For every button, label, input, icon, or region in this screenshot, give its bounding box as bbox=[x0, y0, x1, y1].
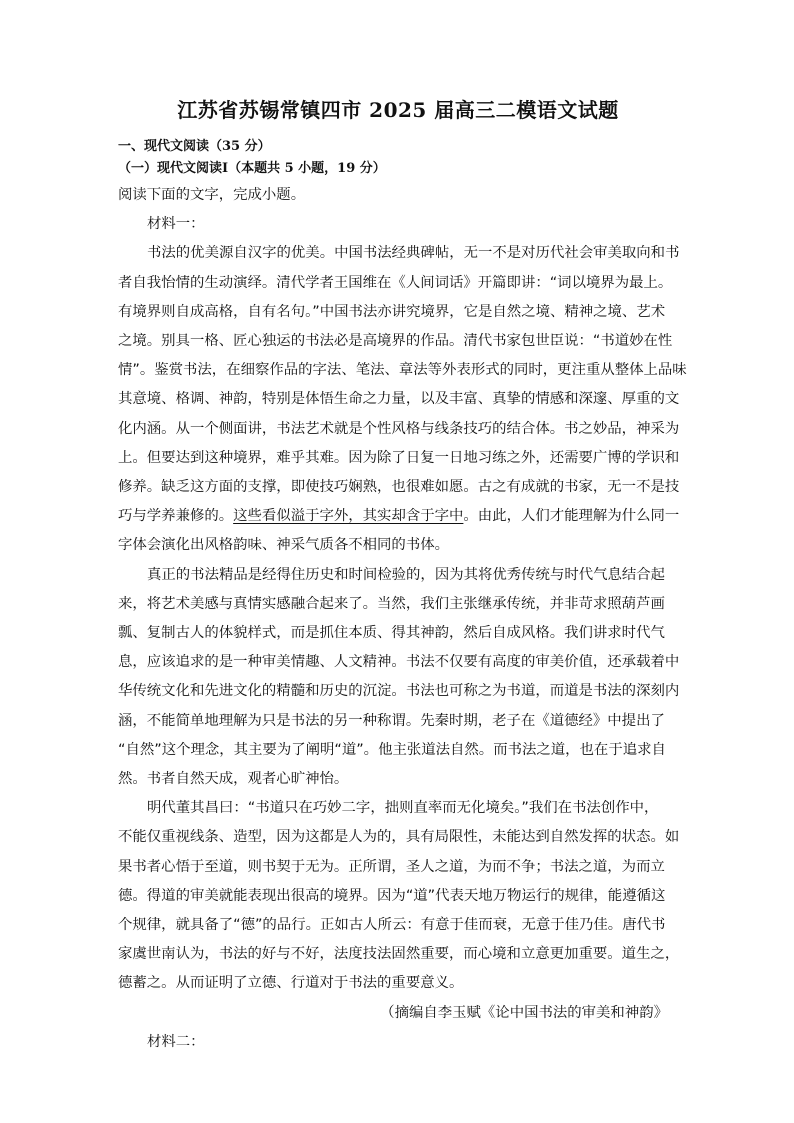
paragraph-line: 上。但要达到这种境界，难乎其难。因为除了日复一日地习练之外，还需要广博的学识和 bbox=[118, 449, 680, 466]
paragraph-line: 化内涵。从一个侧面讲，书法艺术就是个性风格与线条技巧的结合体。书之妙品，神采为 bbox=[118, 420, 680, 437]
paragraph-line: 情”。鉴赏书法，在细察作品的字法、笔法、章法等外表形式的同时，更注重从整体上品味 bbox=[118, 362, 687, 379]
source-citation: （摘编自李玉赋《论中国书法的审美和神韵》 bbox=[380, 1004, 668, 1021]
paragraph-line: 德蓄之。从而证明了立德、行道对于书法的重要意义。 bbox=[118, 975, 464, 992]
material-1-label: 材料一： bbox=[147, 216, 205, 233]
paragraph-line: 有境界则自成高格，自有名句。”中国书法亦讲究境界，它是自然之境、精神之境、艺术 bbox=[118, 303, 666, 320]
paragraph-line: 之境。别具一格、匠心独运的书法必是高境界的作品。清代书家包世臣说：“书道妙在性 bbox=[118, 333, 673, 350]
text-segment: 巧与学养兼修的。 bbox=[118, 508, 234, 525]
underlined-sentence: 这些看似溢于字外，其实却含于字中 bbox=[233, 508, 464, 525]
paragraph-line: 书法的优美源自汉字的优美。中国书法经典碑帖，无一不是对历代社会审美取向和书 bbox=[147, 245, 680, 262]
section-heading: 一、现代文阅读（35 分） bbox=[118, 139, 271, 154]
paragraph-line: 者自我怡情的生动演绎。清代学者王国维在《人间词话》开篇即讲：“词以境界为最上。 bbox=[118, 274, 673, 291]
paragraph-line: 字体会演化出风格韵味、神采气质各不相同的书体。 bbox=[118, 537, 449, 554]
paragraph-line: 其意境、格调、神韵，特别是体悟生命之力量，以及丰富、真挚的情感和深邃、厚重的文 bbox=[118, 391, 680, 408]
paragraph-line: 修养。缺乏这方面的支撑，即使技巧娴熟，也很难如愿。古之有成就的书家，无一不是技 bbox=[118, 479, 680, 496]
text-segment: 。由此，人们才能理解为什么同一 bbox=[463, 508, 680, 525]
paragraph-line: 不能仅重视线条、造型，因为这都是人为的，具有局限性，未能达到自然发挥的状态。如 bbox=[118, 829, 680, 846]
paragraph-line: 个规律，就具备了“德”的品行。正如古人所云：有意于佳而衰，无意于佳乃佳。唐代书 bbox=[118, 917, 666, 934]
paragraph-line: 涵，不能简单地理解为只是书法的另一种称谓。先秦时期，老子在《道德经》中提出了 bbox=[118, 712, 665, 729]
paragraph-line: 真正的书法精品是经得住历史和时间检验的，因为其将优秀传统与时代气息结合起 bbox=[147, 566, 666, 583]
paragraph-line: 家虞世南认为，书法的好与不好，法度技法固然重要，而心境和立意更加重要。道生之， bbox=[118, 946, 680, 963]
paragraph-line: 明代董其昌曰：“书道只在巧妙二字，拙则直率而无化境矣。”我们在书法创作中， bbox=[147, 800, 659, 817]
material-2-label: 材料二： bbox=[147, 1033, 205, 1050]
paragraph-line: 来，将艺术美感与真情实感融合起来了。当然，我们主张继承传统，并非苛求照葫芦画 bbox=[118, 595, 665, 612]
instruction-text: 阅读下面的文字，完成小题。 bbox=[118, 187, 306, 203]
paragraph-line: 华传统文化和先进文化的精髓和历史的沉淀。书法也可称之为书道，而道是书法的深刻内 bbox=[118, 683, 680, 700]
paragraph-line: 息，应该追求的是一种审美情趣、人文精神。书法不仅要有高度的审美价值，还承载着中 bbox=[118, 654, 680, 671]
paragraph-line: 果书者心悟于至道，则书契于无为。正所谓，圣人之道，为而不争；书法之道，为而立 bbox=[118, 858, 665, 875]
paragraph-line-with-underline bbox=[118, 502, 678, 531]
paragraph-line: “自然”这个理念，其主要为了阐明“道”。他主张道法自然。而书法之道，也在于追求自 bbox=[118, 741, 666, 758]
paragraph-line: 瓢、复制古人的体貌样式，而是抓住本质、得其神韵，然后自成风格。我们讲求时代气 bbox=[118, 625, 665, 642]
page-title: 江苏省苏锡常镇四市 2025 届高三二模语文试题 bbox=[177, 98, 619, 122]
paragraph-line: 德。得道的审美就能表现出很高的境界。因为“道”代表天地万物运行的规律，能遵循这 bbox=[118, 887, 666, 904]
subsection-heading: （一）现代文阅读Ⅰ（本题共 5 小题，19 分） bbox=[118, 161, 386, 176]
document-page bbox=[118, 96, 687, 1057]
paragraph-line: 然。书者自然天成，观者心旷神怡。 bbox=[118, 771, 349, 788]
